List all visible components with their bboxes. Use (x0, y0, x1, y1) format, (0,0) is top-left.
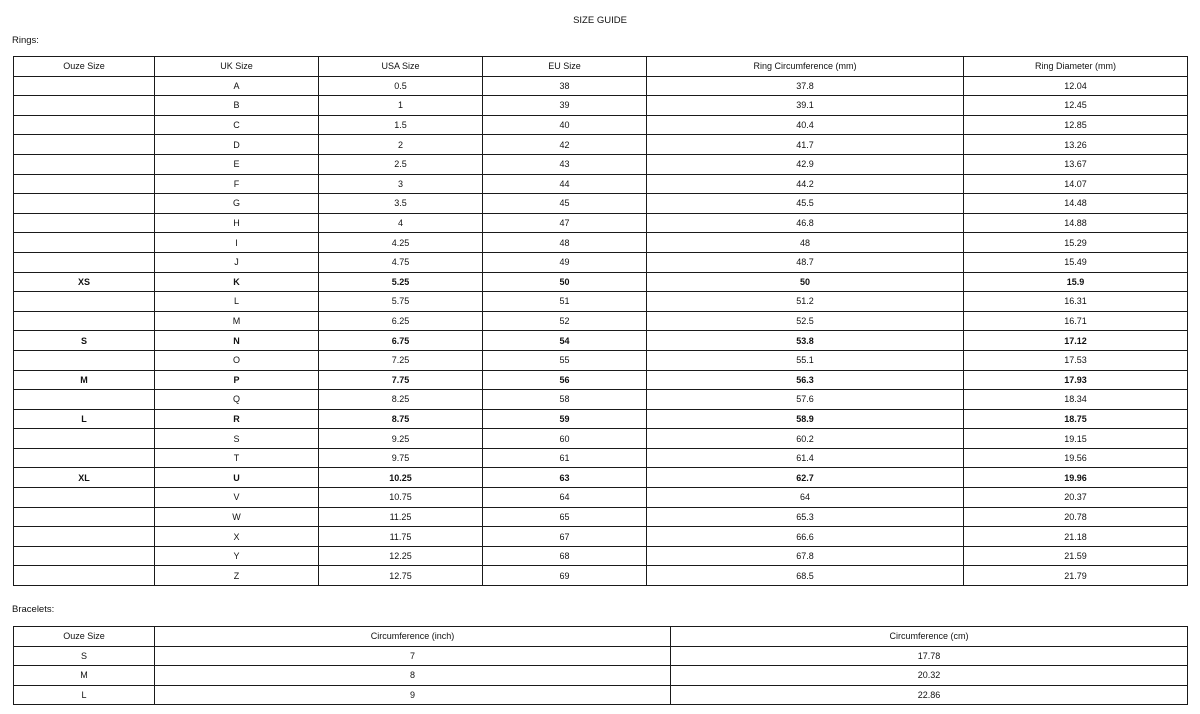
rings-table-cell (14, 213, 155, 233)
rings-table-cell: 43 (483, 154, 647, 174)
bracelets-table-row (14, 646, 1188, 666)
rings-section-label: Rings: (12, 35, 39, 46)
rings-table-cell: 7.75 (319, 370, 483, 390)
rings-table-cell: 67 (483, 527, 647, 547)
rings-table-cell: 19.56 (964, 448, 1188, 468)
rings-table-cell: 4.75 (319, 252, 483, 272)
rings-table-cell: 51.2 (647, 292, 964, 312)
rings-table-row (14, 331, 1188, 351)
rings-table-cell: 56 (483, 370, 647, 390)
bracelets-table-cell: 22.86 (671, 685, 1188, 705)
rings-column-header: Ouze Size (14, 57, 155, 77)
rings-table-cell: S (155, 429, 319, 449)
rings-table-row (14, 409, 1188, 429)
rings-table-cell: 5.75 (319, 292, 483, 312)
rings-table-row (14, 350, 1188, 370)
rings-table-cell: H (155, 213, 319, 233)
rings-table-cell: 60.2 (647, 429, 964, 449)
bracelets-header-row (14, 627, 1188, 647)
rings-table-cell: 50 (483, 272, 647, 292)
rings-size-table (13, 56, 1188, 586)
rings-table-cell: 69 (483, 566, 647, 586)
rings-table-cell (14, 488, 155, 508)
rings-table-cell: 13.26 (964, 135, 1188, 155)
rings-table-cell: 65.3 (647, 507, 964, 527)
bracelets-column-header: Circumference (cm) (671, 627, 1188, 647)
rings-table-row (14, 390, 1188, 410)
rings-table-cell: 41.7 (647, 135, 964, 155)
rings-table-cell: V (155, 488, 319, 508)
rings-table-cell: 1 (319, 96, 483, 116)
rings-table-row (14, 507, 1188, 527)
rings-table-cell: 12.25 (319, 546, 483, 566)
rings-table-cell: Y (155, 546, 319, 566)
rings-table-cell: 0.5 (319, 76, 483, 96)
rings-table-row (14, 488, 1188, 508)
rings-table-cell: 15.49 (964, 252, 1188, 272)
rings-table-cell: 13.67 (964, 154, 1188, 174)
rings-table-cell: X (155, 527, 319, 547)
rings-table-cell: T (155, 448, 319, 468)
rings-table-cell: 39.1 (647, 96, 964, 116)
rings-table-cell (14, 174, 155, 194)
rings-table-cell: 18.34 (964, 390, 1188, 410)
rings-table-cell: 4.25 (319, 233, 483, 253)
rings-table-cell: 18.75 (964, 409, 1188, 429)
rings-table-cell: 46.8 (647, 213, 964, 233)
rings-table-cell: 8.25 (319, 390, 483, 410)
rings-table-cell (14, 390, 155, 410)
rings-table-cell: 8.75 (319, 409, 483, 429)
rings-table-cell: 52.5 (647, 311, 964, 331)
rings-table-cell: Q (155, 390, 319, 410)
rings-table-cell: 44 (483, 174, 647, 194)
rings-table-cell (14, 311, 155, 331)
rings-table-cell: 48 (647, 233, 964, 253)
rings-table-cell: U (155, 468, 319, 488)
rings-table-row (14, 527, 1188, 547)
rings-table-cell: 42 (483, 135, 647, 155)
rings-table-cell: XS (14, 272, 155, 292)
bracelets-table-row (14, 666, 1188, 686)
rings-table-cell: 12.45 (964, 96, 1188, 116)
rings-table-cell: R (155, 409, 319, 429)
rings-table-cell (14, 546, 155, 566)
rings-table-cell: 48 (483, 233, 647, 253)
rings-table-cell: 68.5 (647, 566, 964, 586)
rings-table-cell: 3 (319, 174, 483, 194)
rings-table-cell (14, 507, 155, 527)
rings-table-cell: D (155, 135, 319, 155)
rings-table-cell (14, 252, 155, 272)
rings-table-cell: 1.5 (319, 115, 483, 135)
rings-table-cell: 49 (483, 252, 647, 272)
rings-table-cell: M (14, 370, 155, 390)
rings-table-cell: I (155, 233, 319, 253)
rings-table-cell: 16.31 (964, 292, 1188, 312)
rings-table-cell: 40 (483, 115, 647, 135)
rings-table-cell: 53.8 (647, 331, 964, 351)
rings-table-cell: J (155, 252, 319, 272)
rings-table-cell: 15.29 (964, 233, 1188, 253)
rings-table-cell (14, 115, 155, 135)
rings-table-cell: 61 (483, 448, 647, 468)
rings-table-cell: 39 (483, 96, 647, 116)
bracelets-table-row (14, 685, 1188, 705)
rings-table-row (14, 194, 1188, 214)
rings-table-row (14, 311, 1188, 331)
rings-table-cell (14, 429, 155, 449)
rings-table-cell: 37.8 (647, 76, 964, 96)
rings-table-cell: 50 (647, 272, 964, 292)
rings-table-cell (14, 350, 155, 370)
rings-table-cell: 64 (647, 488, 964, 508)
rings-table-cell: 14.48 (964, 194, 1188, 214)
bracelets-table-cell: 20.32 (671, 666, 1188, 686)
rings-table-row (14, 468, 1188, 488)
rings-table-cell: 10.75 (319, 488, 483, 508)
rings-table-row (14, 96, 1188, 116)
bracelets-table-cell: L (14, 685, 155, 705)
rings-table-cell: 48.7 (647, 252, 964, 272)
rings-column-header: EU Size (483, 57, 647, 77)
rings-table-cell: 38 (483, 76, 647, 96)
rings-table-row (14, 154, 1188, 174)
rings-table-row (14, 174, 1188, 194)
rings-table-row (14, 292, 1188, 312)
rings-table-cell (14, 292, 155, 312)
rings-table-cell: 16.71 (964, 311, 1188, 331)
rings-table-cell (14, 194, 155, 214)
rings-table-cell (14, 448, 155, 468)
rings-table-cell: S (14, 331, 155, 351)
rings-table-cell (14, 154, 155, 174)
rings-table-cell: 11.25 (319, 507, 483, 527)
rings-table-row (14, 213, 1188, 233)
rings-table-cell: 45.5 (647, 194, 964, 214)
rings-header-row (14, 57, 1188, 77)
rings-table-cell: C (155, 115, 319, 135)
rings-table-cell (14, 527, 155, 547)
rings-table-cell: 6.75 (319, 331, 483, 351)
rings-table-cell: 17.93 (964, 370, 1188, 390)
rings-table-cell (14, 76, 155, 96)
rings-table-cell: 15.9 (964, 272, 1188, 292)
rings-table-cell: 66.6 (647, 527, 964, 547)
rings-table-cell: 56.3 (647, 370, 964, 390)
rings-table-row (14, 233, 1188, 253)
rings-table-cell: A (155, 76, 319, 96)
rings-table-cell: 11.75 (319, 527, 483, 547)
rings-table-cell: 19.96 (964, 468, 1188, 488)
rings-table-cell: 52 (483, 311, 647, 331)
rings-table-cell: 45 (483, 194, 647, 214)
rings-column-header: USA Size (319, 57, 483, 77)
rings-column-header: UK Size (155, 57, 319, 77)
rings-table-cell: N (155, 331, 319, 351)
bracelets-section-label: Bracelets: (12, 604, 55, 615)
rings-table-cell: 21.79 (964, 566, 1188, 586)
bracelets-size-table (13, 626, 1188, 705)
rings-table-cell: L (14, 409, 155, 429)
rings-table-cell: B (155, 96, 319, 116)
rings-table-cell: 40.4 (647, 115, 964, 135)
rings-table-cell: 58.9 (647, 409, 964, 429)
rings-table-row (14, 272, 1188, 292)
rings-column-header: Ring Diameter (mm) (964, 57, 1188, 77)
rings-table-cell: G (155, 194, 319, 214)
bracelets-table-cell: 8 (155, 666, 671, 686)
rings-table-cell: 21.59 (964, 546, 1188, 566)
bracelets-table-cell: S (14, 646, 155, 666)
page-title: SIZE GUIDE (573, 15, 627, 26)
rings-table-cell: 17.53 (964, 350, 1188, 370)
rings-table-cell: L (155, 292, 319, 312)
rings-table-row (14, 115, 1188, 135)
rings-table-cell: 5.25 (319, 272, 483, 292)
rings-table-cell (14, 233, 155, 253)
rings-table-cell: 42.9 (647, 154, 964, 174)
rings-table-cell: F (155, 174, 319, 194)
rings-table-cell: 12.75 (319, 566, 483, 586)
rings-table-cell: 6.25 (319, 311, 483, 331)
rings-table-cell: W (155, 507, 319, 527)
rings-table-cell: 57.6 (647, 390, 964, 410)
rings-table-row (14, 252, 1188, 272)
rings-table-cell: 65 (483, 507, 647, 527)
rings-table-row (14, 370, 1188, 390)
rings-table-cell: 4 (319, 213, 483, 233)
rings-table-cell: K (155, 272, 319, 292)
rings-table-cell (14, 135, 155, 155)
rings-table-cell: O (155, 350, 319, 370)
rings-table-cell (14, 96, 155, 116)
rings-table-cell: 12.85 (964, 115, 1188, 135)
rings-table-cell: Z (155, 566, 319, 586)
rings-table-row (14, 546, 1188, 566)
rings-table-cell: 20.37 (964, 488, 1188, 508)
rings-table-cell: 9.75 (319, 448, 483, 468)
rings-column-header: Ring Circumference (mm) (647, 57, 964, 77)
rings-table-row (14, 448, 1188, 468)
rings-table-cell: 2.5 (319, 154, 483, 174)
bracelets-column-header: Circumference (inch) (155, 627, 671, 647)
rings-table-cell: 63 (483, 468, 647, 488)
bracelets-table-cell: 17.78 (671, 646, 1188, 666)
bracelets-table-cell: 7 (155, 646, 671, 666)
rings-table-cell: 60 (483, 429, 647, 449)
rings-table-cell: 3.5 (319, 194, 483, 214)
rings-table-cell: E (155, 154, 319, 174)
rings-table-cell: 55.1 (647, 350, 964, 370)
rings-table-cell: 14.07 (964, 174, 1188, 194)
rings-table-cell: 51 (483, 292, 647, 312)
bracelets-column-header: Ouze Size (14, 627, 155, 647)
rings-table-cell: 61.4 (647, 448, 964, 468)
rings-table-cell: 67.8 (647, 546, 964, 566)
rings-table-cell: 68 (483, 546, 647, 566)
rings-table-cell: XL (14, 468, 155, 488)
rings-table-cell: 21.18 (964, 527, 1188, 547)
bracelets-table-cell: M (14, 666, 155, 686)
rings-table-cell: 54 (483, 331, 647, 351)
rings-table-cell: 17.12 (964, 331, 1188, 351)
rings-table-cell: 10.25 (319, 468, 483, 488)
rings-table-cell: 2 (319, 135, 483, 155)
rings-table-cell (14, 566, 155, 586)
rings-table-cell: 20.78 (964, 507, 1188, 527)
rings-table-row (14, 429, 1188, 449)
rings-table-row (14, 76, 1188, 96)
bracelets-table-cell: 9 (155, 685, 671, 705)
rings-table-cell: 59 (483, 409, 647, 429)
rings-table-cell: 47 (483, 213, 647, 233)
rings-table-cell: 9.25 (319, 429, 483, 449)
rings-table-cell: M (155, 311, 319, 331)
rings-table-cell: 44.2 (647, 174, 964, 194)
rings-table-cell: 14.88 (964, 213, 1188, 233)
rings-table-cell: 58 (483, 390, 647, 410)
rings-table-cell: 62.7 (647, 468, 964, 488)
rings-table-row (14, 566, 1188, 586)
rings-table-row (14, 135, 1188, 155)
rings-table-cell: 19.15 (964, 429, 1188, 449)
rings-table-cell: 55 (483, 350, 647, 370)
rings-table-cell: 12.04 (964, 76, 1188, 96)
rings-table-cell: 64 (483, 488, 647, 508)
rings-table-cell: 7.25 (319, 350, 483, 370)
rings-table-cell: P (155, 370, 319, 390)
